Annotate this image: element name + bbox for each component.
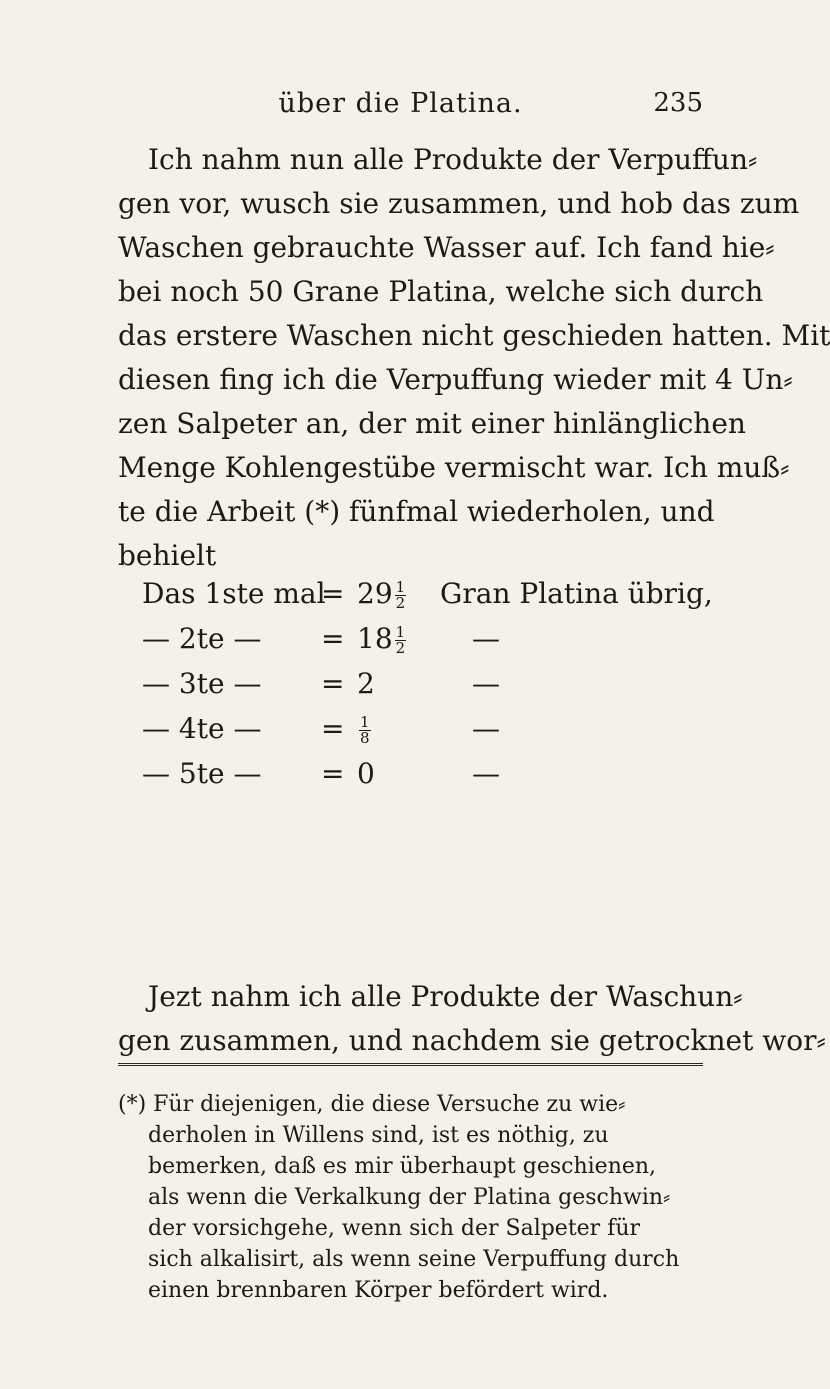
footnote-line: als wenn die Verkalkung der Platina geschwin⸗ <box>148 1185 671 1210</box>
row-label: — 2te — <box>142 622 262 655</box>
footnote-line: derholen in Willens sind, ist es nöthig, zu <box>148 1123 609 1148</box>
running-title: über die Platina. <box>278 88 523 119</box>
row-value <box>357 667 375 700</box>
row-value <box>357 622 406 656</box>
row-label: — 5te — <box>142 757 262 790</box>
page-number: 235 <box>653 88 703 118</box>
value-fraction <box>359 715 371 746</box>
fraction-numerator: 1 <box>360 713 370 731</box>
fraction-numerator: 1 <box>395 623 406 641</box>
table-row <box>142 667 702 712</box>
footnote <box>118 1089 708 1306</box>
row-value <box>357 712 371 746</box>
row-label: — 3te — <box>142 667 262 700</box>
fraction-denominator: 2 <box>395 594 406 612</box>
row-separator: = <box>321 712 345 745</box>
row-value <box>357 577 406 611</box>
footnote-divider <box>118 1063 703 1066</box>
text-line: zen Salpeter an, der mit einer hinlänglichen <box>118 407 746 440</box>
footnote-line: einen brennbaren Körper befördert wird. <box>148 1278 609 1303</box>
text-line: Waschen gebrauchte Wasser auf. Ich fand hie⸗ <box>118 231 775 264</box>
value-integer: 29 <box>357 577 393 610</box>
row-separator: = <box>321 577 345 610</box>
text-line: behielt <box>118 539 217 572</box>
results-table <box>142 577 713 802</box>
text-line: Jezt nahm ich alle Produkte der Waschun⸗ <box>148 980 743 1013</box>
row-dash: — <box>472 667 500 700</box>
row-dash: — <box>472 757 500 790</box>
text-line: te die Arbeit (*) fünfmal wiederholen, und <box>118 495 715 528</box>
table-row <box>142 757 702 802</box>
fraction-numerator: 1 <box>395 578 406 596</box>
text-line: Ich nahm nun alle Produkte der Verpuffun⸗ <box>148 143 758 176</box>
row-separator: = <box>321 622 345 655</box>
value-integer: 0 <box>357 757 375 790</box>
value-integer: 18 <box>357 622 393 655</box>
text-line: das erstere Waschen nicht geschieden hatten. Mit <box>118 319 830 352</box>
table-row <box>142 622 702 667</box>
table-row <box>142 577 713 622</box>
footnote-line: sich alkalisirt, als wenn seine Verpuffung durch <box>148 1247 680 1272</box>
text-line: Menge Kohlengestübe vermischt war. Ich muß⸗ <box>118 451 790 484</box>
text-line: gen zusammen, und nachdem sie getrocknet wor⸗ <box>118 1024 826 1057</box>
row-separator: = <box>321 757 345 790</box>
paragraph-1 <box>118 138 830 578</box>
running-header <box>0 88 801 124</box>
footnote-line: der vorsichgehe, wenn sich der Salpeter für <box>148 1216 641 1241</box>
footnote-line: (*) Für diejenigen, die diese Versuche zu wie⸗ <box>118 1092 626 1117</box>
value-fraction <box>395 580 407 611</box>
row-dash: — <box>472 712 500 745</box>
row-label: Das 1ste mal <box>142 577 326 610</box>
row-separator: = <box>321 667 345 700</box>
row-label: — 4te — <box>142 712 262 745</box>
row-dash: — <box>472 622 500 655</box>
fraction-denominator: 2 <box>395 639 406 657</box>
text-line: gen vor, wusch sie zusammen, und hob das zum <box>118 187 800 220</box>
value-integer: 2 <box>357 667 375 700</box>
text-line: diesen fing ich die Verpuffung wieder mit 4 Un⸗ <box>118 363 793 396</box>
value-fraction <box>395 625 407 656</box>
footnote-line: bemerken, daß es mir überhaupt geschienen, <box>148 1154 657 1179</box>
paragraph-2 <box>118 975 826 1063</box>
text-line: bei noch 50 Grane Platina, welche sich durch <box>118 275 764 308</box>
row-suffix: Gran Platina übrig, <box>440 577 713 610</box>
row-value <box>357 757 375 790</box>
table-row <box>142 712 702 757</box>
fraction-denominator: 8 <box>360 729 370 747</box>
